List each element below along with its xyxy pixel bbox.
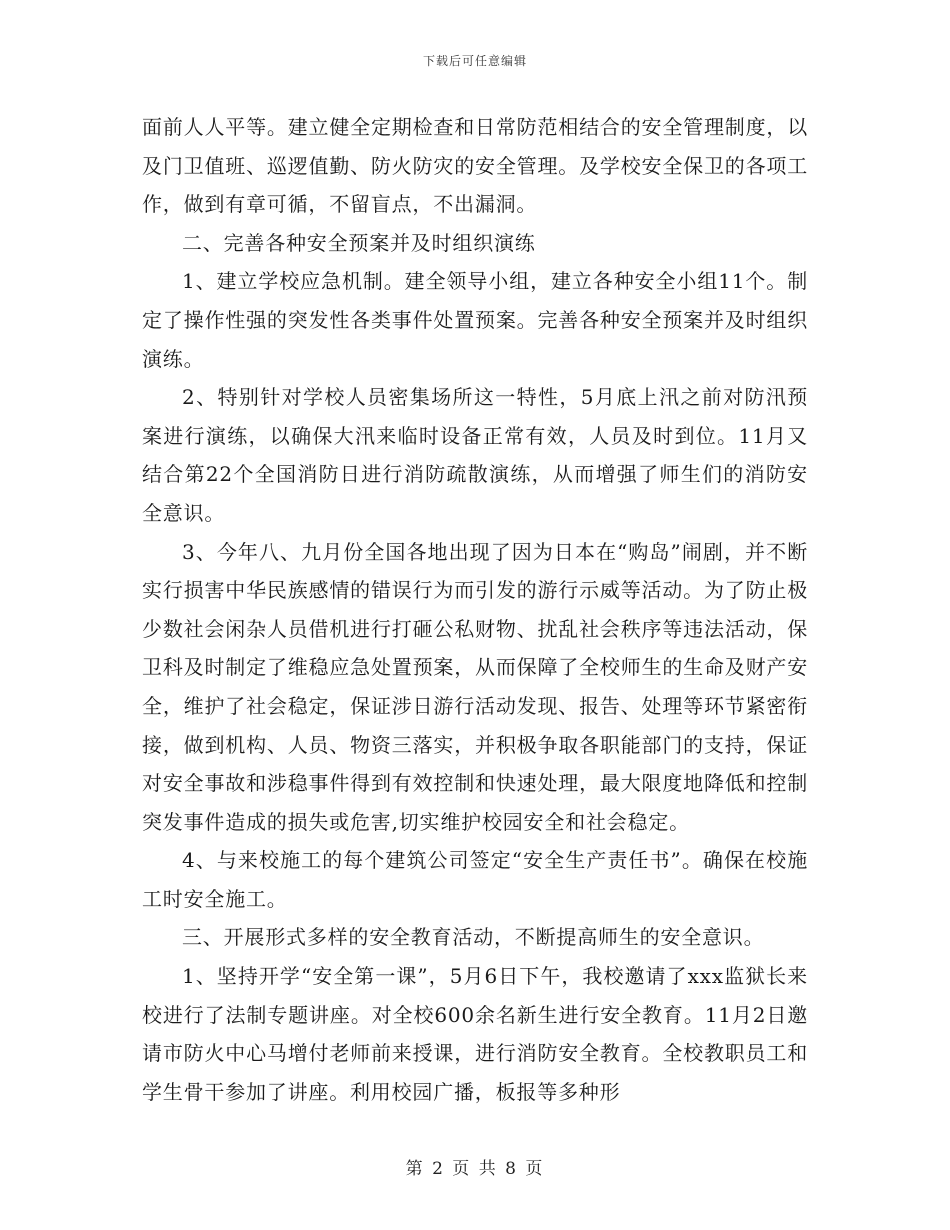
paragraph-drills: 2、特别针对学校人员密集场所这一特性，5月底上汛之前对防汛预案进行演练，以确保大汛来临时设备正常有效，人员及时到位。11月又结合第22个全国消防日进行消防疏散演练，从而增强了师生们的消防安全意识。 — [142, 385, 808, 525]
paragraph-continued: 面前人人平等。建立健全定期检查和日常防范相结合的安全管理制度，以及门卫值班、巡逻值勤、防火防灾的安全管理。及学校安全保卫的各项工作，做到有章可循，不留盲点，不出漏洞。 — [142, 115, 808, 217]
document-body — [142, 108, 808, 1111]
page-number: 第 2 页 共 8 页 — [405, 1159, 545, 1179]
page-header: 下载后可任意编辑 — [422, 54, 527, 68]
paragraph-first-lesson: 1、坚持开学“安全第一课”，5月6日下午，我校邀请了xxx监狱长来校进行了法制专题讲座。对全校600余名新生进行安全教育。11月2日邀请市防火中心马增付老师前来授课，进行消防安全教育。全校教职员工和学生骨干参加了讲座。利用校园广播，板报等多种形 — [142, 964, 808, 1104]
section-heading-2: 二、完善各种安全预案并及时组织演练 — [182, 230, 536, 255]
section-heading-3: 三、开展形式多样的安全教育活动，不断提高师生的安全意识。 — [182, 925, 765, 950]
paragraph-emergency-mechanism: 1、建立学校应急机制。建全领导小组，建立各种安全小组11个。制定了操作性强的突发性各类事件处置预案。完善各种安全预案并及时组织演练。 — [142, 269, 808, 371]
paragraph-stability: 3、今年八、九月份全国各地出现了因为日本在“购岛”闹剧，并不断实行损害中华民族感情的错误行为而引发的游行示威等活动。为了防止极少数社会闲杂人员借机进行打砸公私财物、扰乱社会秩序等违法活动，保卫科及时制定了维稳应急处置预案，从而保障了全校师生的生命及财产安全，维护了社会稳定，保证涉日游行活动发现、报告、处理等环节紧密衔接，做到机构、人员、物资三落实，并积极争取各职能部门的支持，保证对安全事故和涉稳事件得到有效控制和快速处理，最大限度地降低和控制突发事件造成的损失或危害,切实维护校园安全和社会稳定。 — [142, 539, 808, 834]
paragraph-construction: 4、与来校施工的每个建筑公司签定“安全生产责任书”。确保在校施工时安全施工。 — [142, 848, 808, 911]
